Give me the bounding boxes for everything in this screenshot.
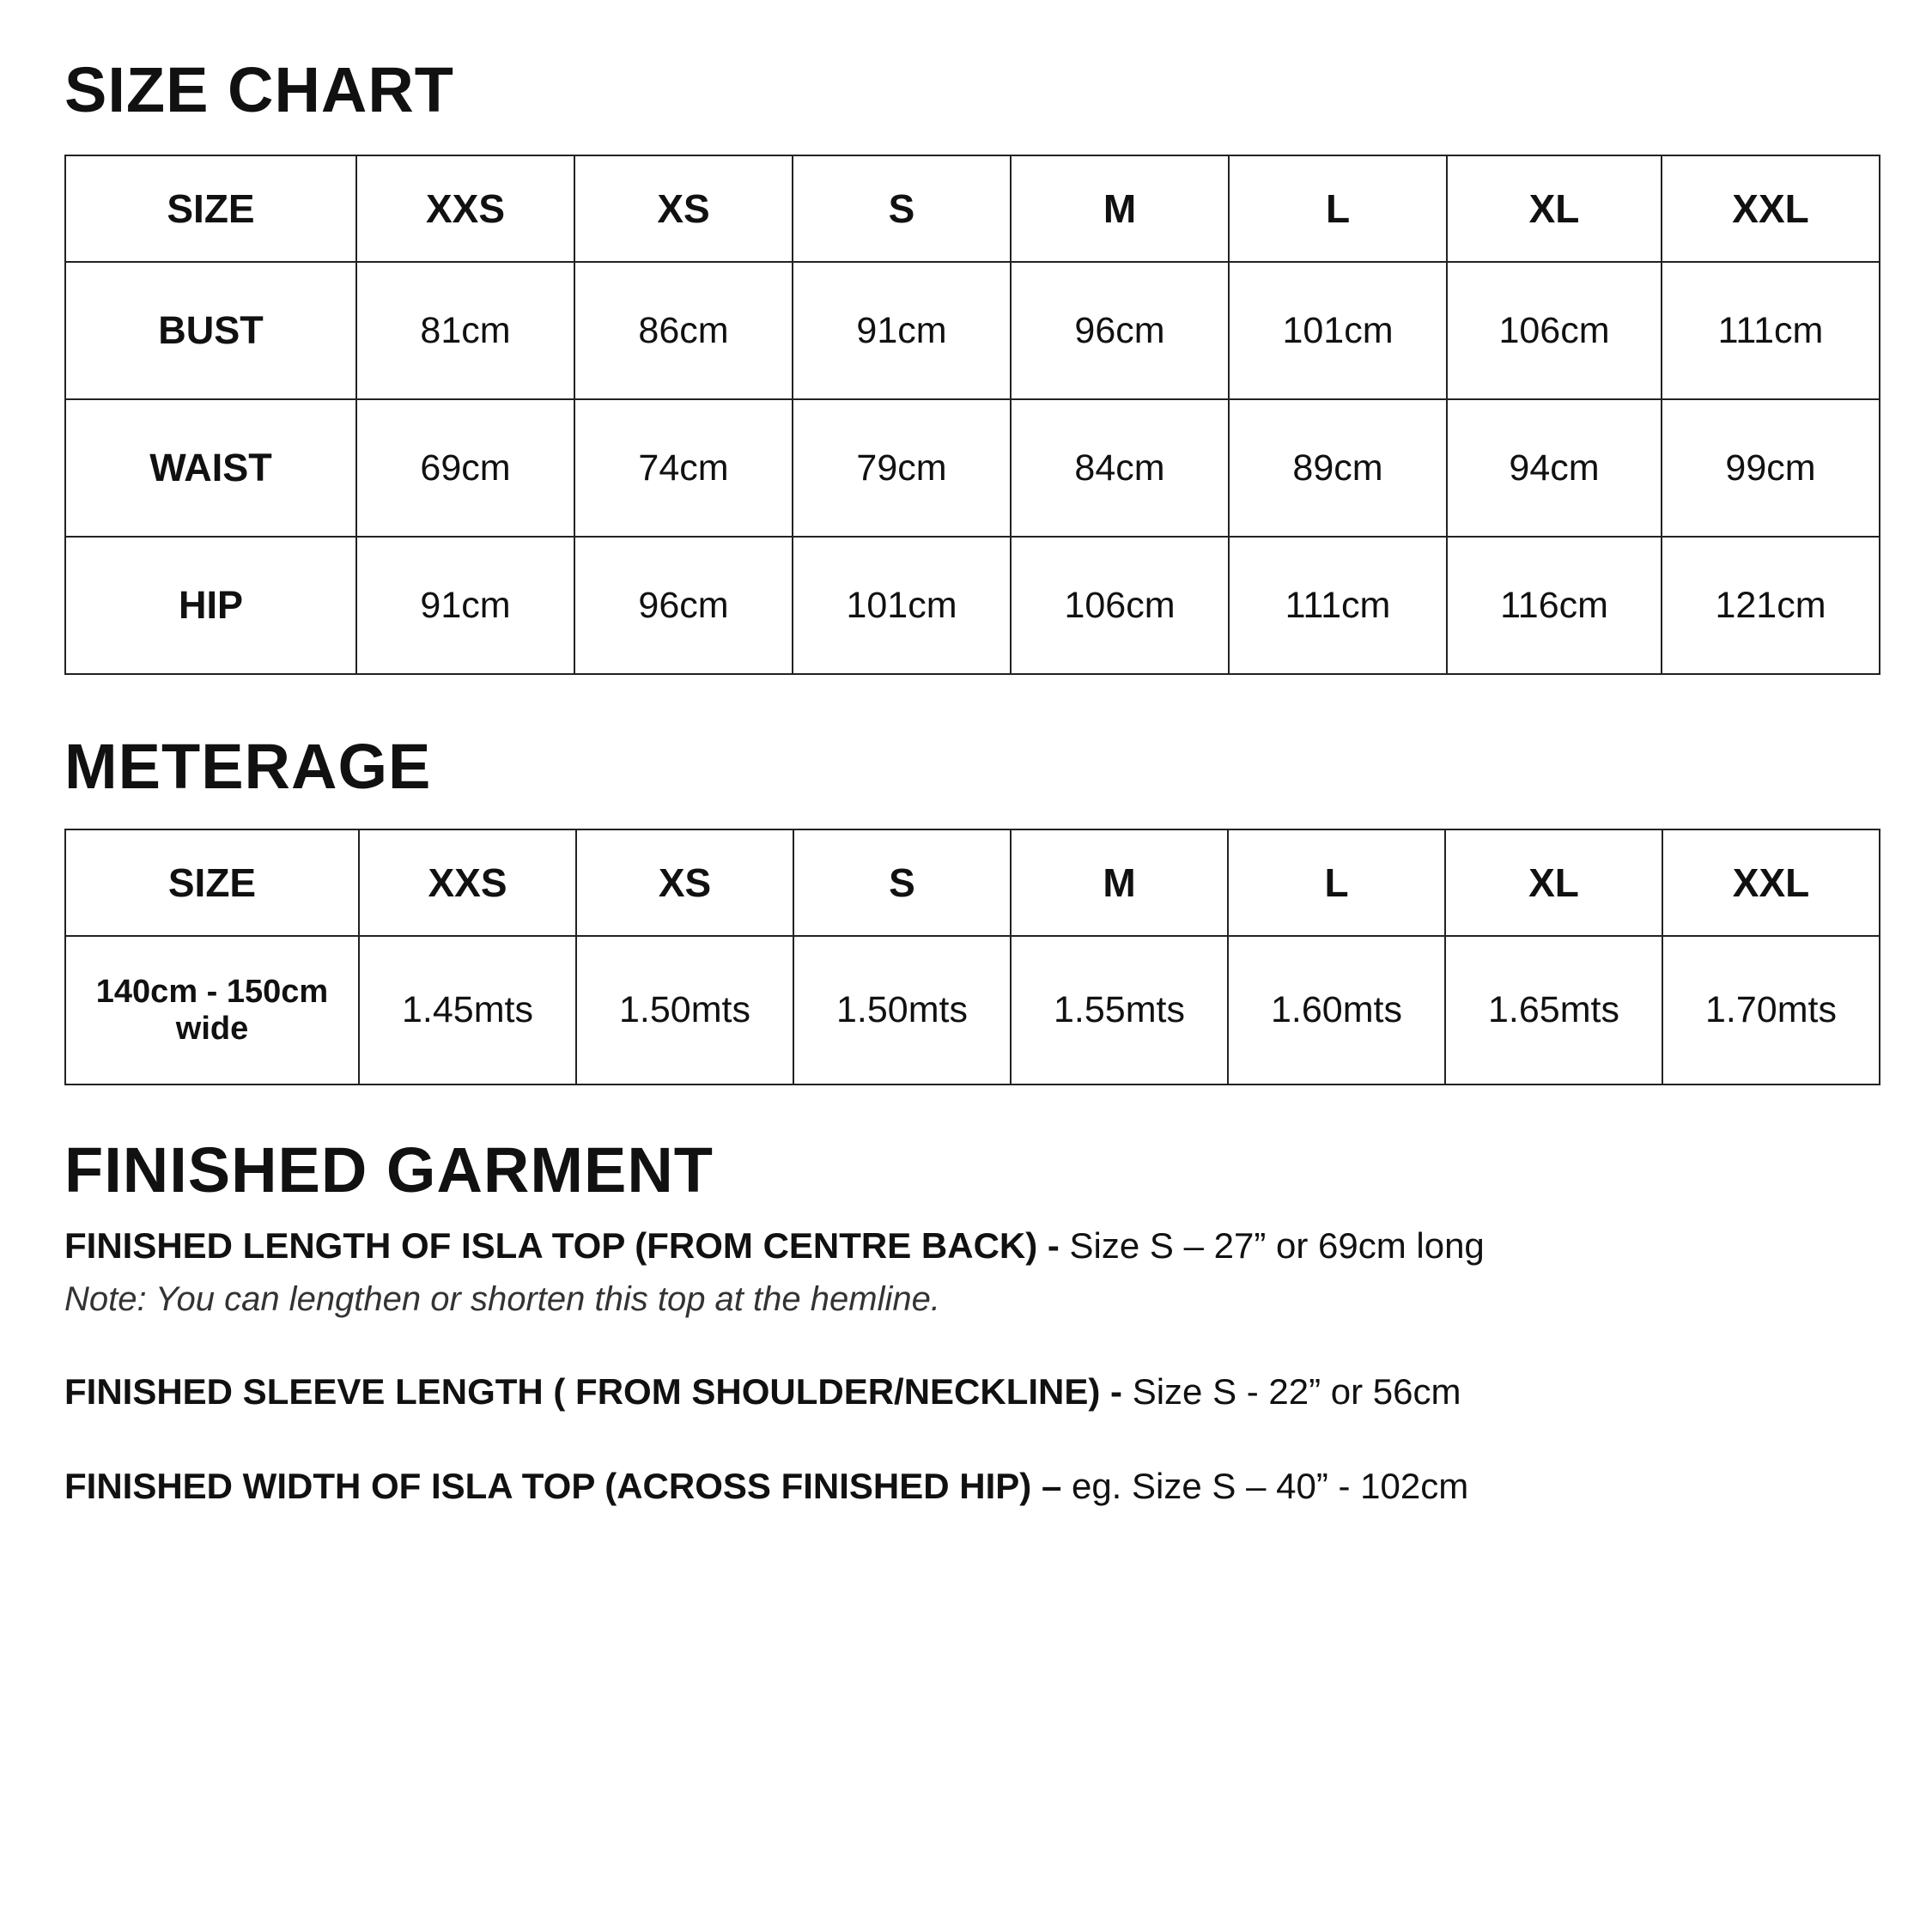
- finished-width-value: eg. Size S – 40” - 102cm: [1071, 1466, 1469, 1506]
- finished-sleeve-value: Size S - 22” or 56cm: [1132, 1371, 1461, 1412]
- table-cell: 91cm: [793, 262, 1011, 399]
- table-cell: 1.55mts: [1011, 936, 1228, 1084]
- table-cell: 111cm: [1229, 537, 1447, 674]
- table-cell: 81cm: [356, 262, 574, 399]
- header-cell: XL: [1447, 155, 1662, 262]
- header-cell: XL: [1445, 829, 1662, 936]
- header-cell: S: [793, 829, 1011, 936]
- table-row-bust: [65, 262, 1880, 399]
- table-cell: 89cm: [1229, 399, 1447, 537]
- finished-garment-title: FINISHED GARMENT: [64, 1134, 714, 1206]
- meterage-title: METERAGE: [64, 731, 432, 802]
- table-cell: 111cm: [1662, 262, 1880, 399]
- table-cell: 1.65mts: [1445, 936, 1662, 1084]
- table-cell: 94cm: [1447, 399, 1662, 537]
- header-cell: L: [1228, 829, 1445, 936]
- table-cell: 1.60mts: [1228, 936, 1445, 1084]
- table-cell: 101cm: [1229, 262, 1447, 399]
- table-cell: 106cm: [1011, 537, 1229, 674]
- header-cell: XS: [576, 829, 793, 936]
- table-cell: 69cm: [356, 399, 574, 537]
- table-header-row: [65, 829, 1880, 936]
- finished-length-line: [64, 1225, 1485, 1266]
- table-cell: 91cm: [356, 537, 574, 674]
- header-cell: S: [793, 155, 1011, 262]
- header-cell: M: [1011, 155, 1229, 262]
- header-cell: XXL: [1662, 155, 1880, 262]
- table-cell: 1.45mts: [359, 936, 576, 1084]
- header-cell: XS: [574, 155, 793, 262]
- table-cell: 79cm: [793, 399, 1011, 537]
- table-cell: 1.70mts: [1662, 936, 1880, 1084]
- table-row-fabric-width: [65, 936, 1880, 1084]
- header-cell: SIZE: [65, 829, 359, 936]
- table-cell: 74cm: [574, 399, 793, 537]
- table-cell: 101cm: [793, 537, 1011, 674]
- finished-sleeve-line: [64, 1371, 1461, 1412]
- table-cell: 1.50mts: [576, 936, 793, 1084]
- finished-length-note: Note: You can lengthen or shorten this top at the hemline.: [64, 1280, 940, 1318]
- row-label-line: 140cm - 150cm: [95, 973, 329, 1010]
- header-cell: XXS: [359, 829, 576, 936]
- row-label: [65, 936, 359, 1084]
- table-cell: 96cm: [574, 537, 793, 674]
- table-cell: 86cm: [574, 262, 793, 399]
- size-chart-title: SIZE CHART: [64, 54, 454, 125]
- finished-width-line: [64, 1468, 1468, 1504]
- table-header-row: [65, 155, 1880, 262]
- finished-length-label: FINISHED LENGTH OF ISLA TOP (FROM CENTRE BACK) -: [64, 1225, 1070, 1266]
- header-cell: XXS: [356, 155, 574, 262]
- size-chart-table: [64, 155, 1880, 675]
- row-label-line: wide: [175, 1010, 249, 1047]
- header-cell: XXL: [1662, 829, 1880, 936]
- finished-length-value: Size S – 27” or 69cm long: [1069, 1225, 1485, 1266]
- header-cell: L: [1229, 155, 1447, 262]
- table-cell: 106cm: [1447, 262, 1662, 399]
- table-cell: 99cm: [1662, 399, 1880, 537]
- row-label: WAIST: [65, 399, 356, 537]
- row-label: HIP: [65, 537, 356, 674]
- table-cell: 1.50mts: [793, 936, 1011, 1084]
- table-cell: 96cm: [1011, 262, 1229, 399]
- finished-sleeve-label: FINISHED SLEEVE LENGTH ( FROM SHOULDER/NECKLINE) -: [64, 1371, 1133, 1412]
- meterage-table: [64, 829, 1880, 1085]
- table-cell: 84cm: [1011, 399, 1229, 537]
- table-row-waist: [65, 399, 1880, 537]
- row-label: BUST: [65, 262, 356, 399]
- table-cell: 116cm: [1447, 537, 1662, 674]
- header-cell: SIZE: [65, 155, 356, 262]
- table-row-hip: [65, 537, 1880, 674]
- header-cell: M: [1011, 829, 1228, 936]
- table-cell: 121cm: [1662, 537, 1880, 674]
- finished-width-label: FINISHED WIDTH OF ISLA TOP (ACROSS FINISHED HIP) –: [64, 1466, 1072, 1506]
